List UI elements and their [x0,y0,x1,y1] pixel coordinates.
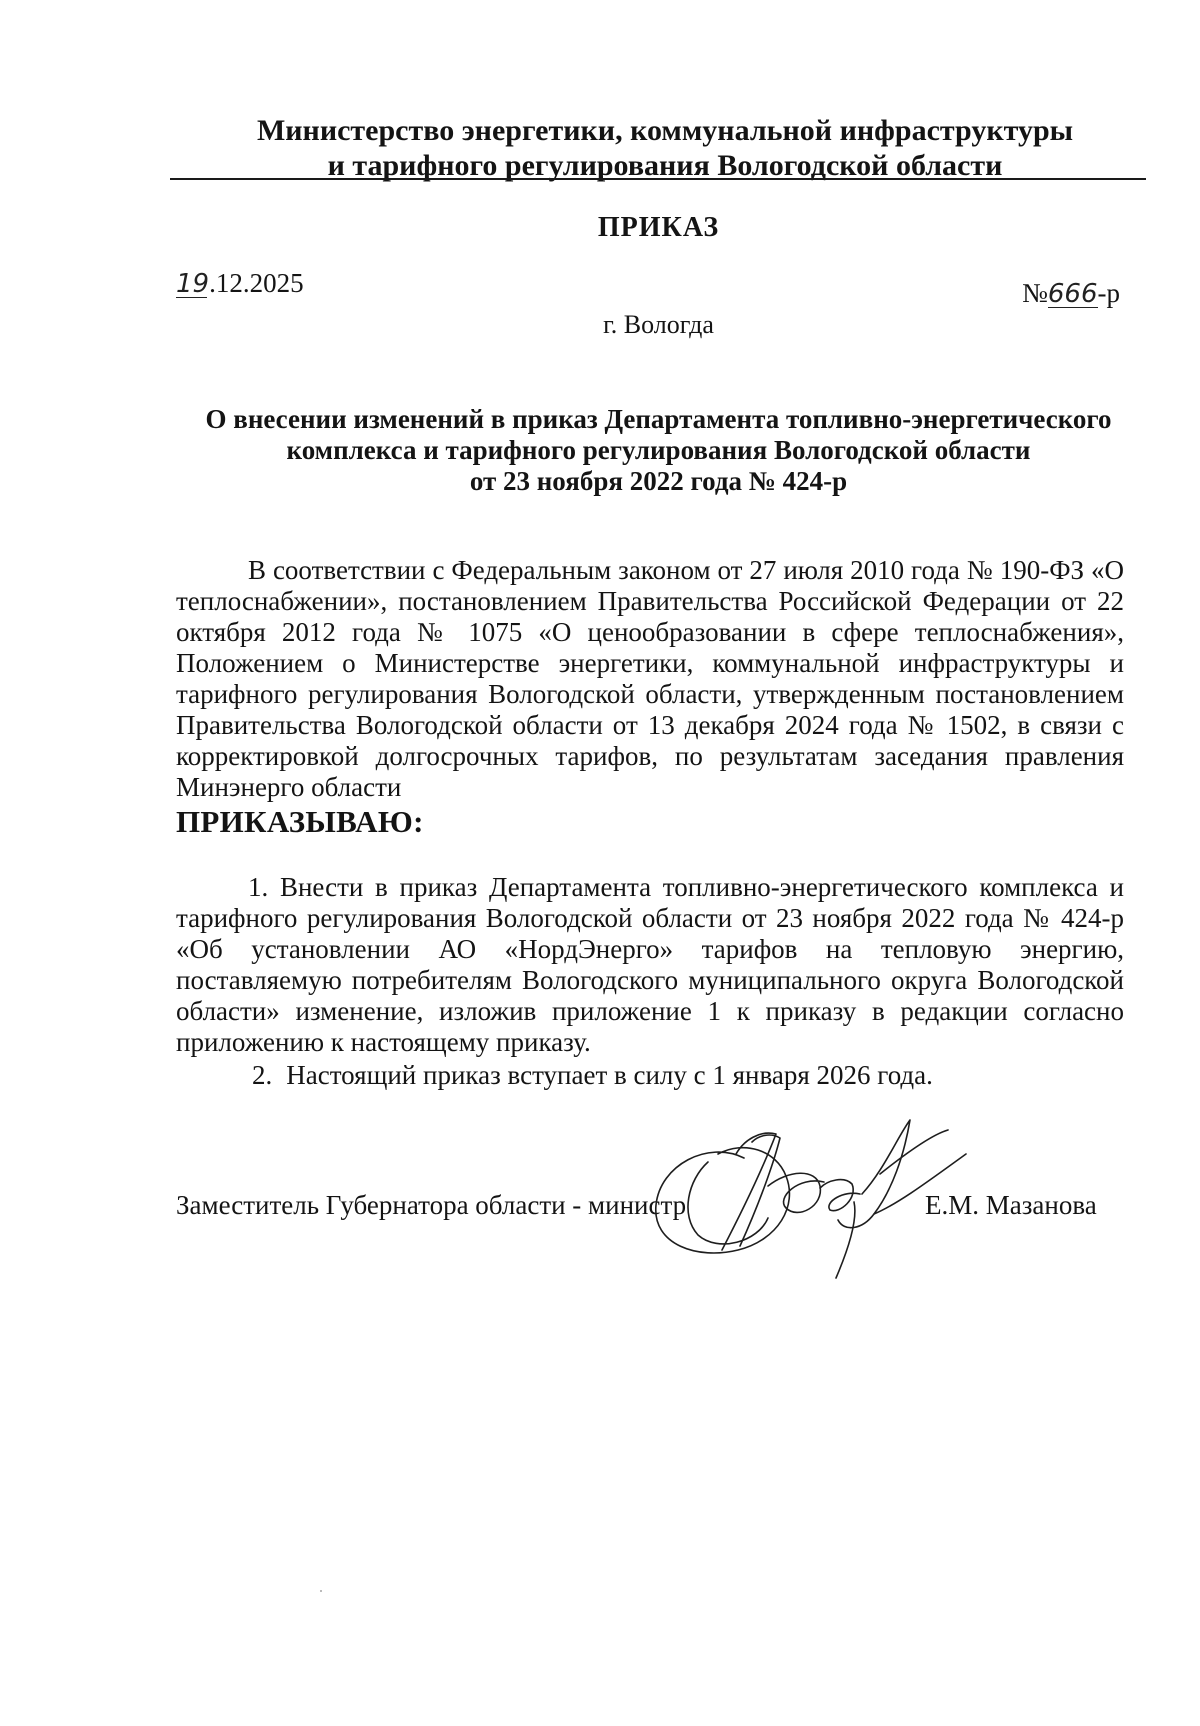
ministry-name-line2: и тарифного регулирования Вологодской области [327,149,1003,182]
order-number-prefix: № [1022,278,1048,308]
order-subject [0,404,1200,497]
handwritten-signature [648,1110,970,1285]
subject-line2: комплекса и тарифного регулирования Вологодской области [286,435,1031,465]
scan-artifact [320,1590,322,1592]
order-date-rest: .12.2025 [209,268,304,298]
subject-line1: О внесении изменений в приказ Департамента топливно-энергетического [205,404,1112,434]
ministry-name-line1: Министерство энергетики, коммунальной инфраструктуры [256,114,1074,147]
signer-position: Заместитель Губернатора области - министр [176,1190,687,1220]
order-item-2 [252,1060,933,1091]
order-number-value: 666 [1047,279,1098,309]
order-item-2-text: Настоящий приказ вступает в силу с 1 января 2026 года. [286,1060,933,1090]
header-divider [170,178,1146,180]
command-heading: ПРИКАЗЫВАЮ: [176,804,424,839]
document-title: ПРИКАЗ [597,212,720,243]
signer-name: Е.М. Мазанова [925,1190,1097,1220]
order-city: г. Вологда [603,310,714,339]
order-item-1: 1. Внести в приказ Департамента топливно-энергетического комплекса и тарифного регулирования Вологодской области от 23 ноября 2022 года № 424-р «Об установлении АО «НордЭнерго» тарифов на тепловую энергию, поставляемую потребителям Вологодского муниципального округа Вологодской области» изменение, изложив приложение 1 к приказу в редакции согласно приложению к настоящему приказу. [176,872,1124,1057]
preamble-paragraph: В соответствии с Федеральным законом от 27 июля 2010 года № 190-ФЗ «О теплоснабжении», постановлением Правительства Российской Федерации от 22 октября 2012 года № 1075 «О ценообразовании в сфере теплоснабжения», Положением о Министерстве энергетики, коммунальной инфраструктуры и тарифного регулирования Вологодской области, утвержденным постановлением Правительства Вологодской области от 13 декабря 2024 года № 1502, в связи с корректировкой долгосрочных тарифов, по результатам заседания правления Минэнерго области [176,555,1124,802]
order-number [1022,278,1120,309]
order-date [176,268,304,299]
order-item-2-number: 2. [252,1060,273,1090]
subject-line3: от 23 ноября 2022 года № 424-р [469,466,848,496]
order-number-suffix: -р [1097,278,1120,308]
order-date-day: 19 [176,269,210,299]
